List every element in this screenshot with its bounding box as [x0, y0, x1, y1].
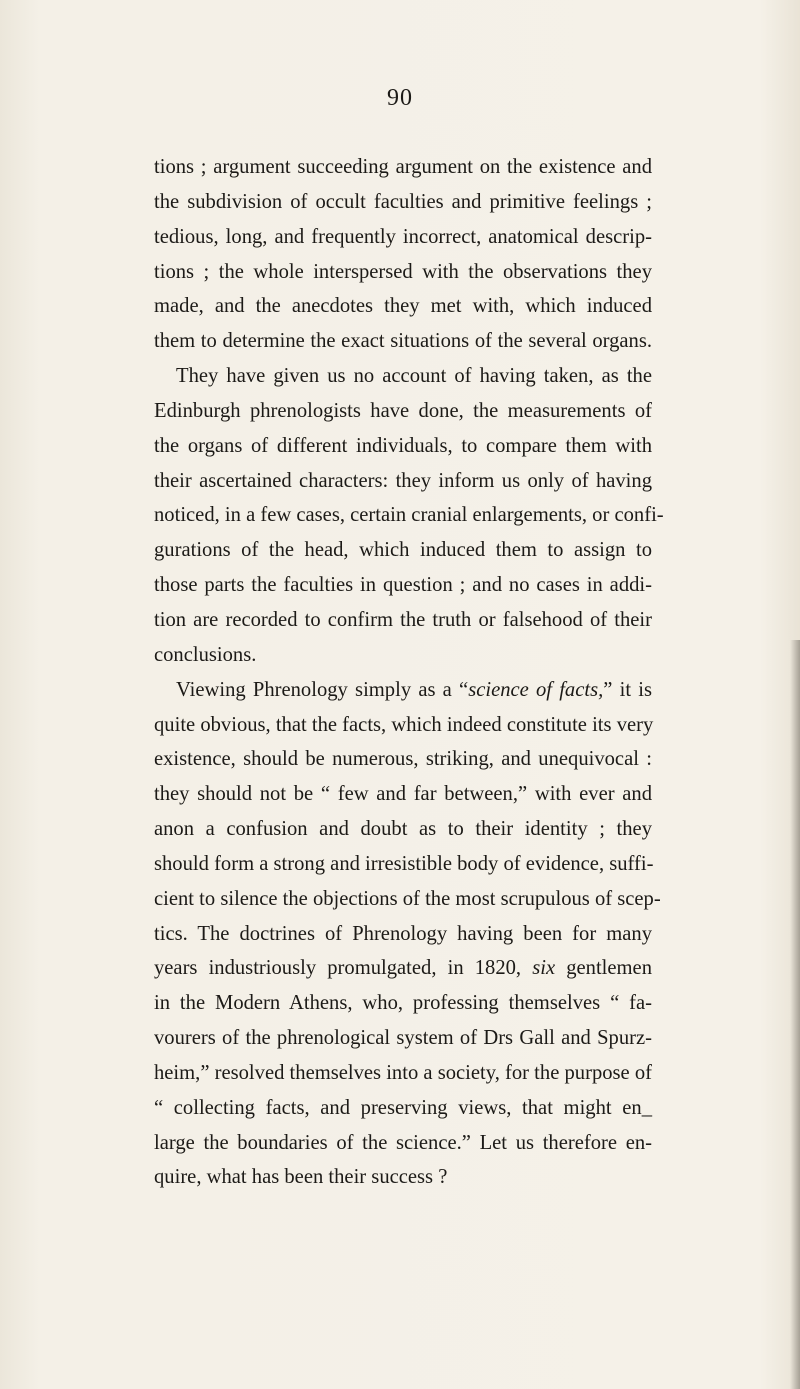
text-line: those parts the faculties in question ; and no cases in addi-: [154, 574, 652, 597]
text-line: tedious, long, and frequently incorrect, anatomical descrip-: [154, 225, 652, 248]
page-number: 90: [387, 85, 413, 111]
text-line: them to determine the exact situations of the several organs.: [154, 330, 652, 353]
text-line: quite obvious, that the facts, which indeed constitute its very: [154, 713, 654, 736]
text-run: gentlemen: [566, 957, 652, 980]
text-line: “ collecting facts, and preserving views, that might en_: [154, 1096, 652, 1119]
text-line: should form a strong and irresistible body of evidence, suffi-: [154, 852, 654, 875]
text-line: made, and the anecdotes they met with, which induced: [154, 295, 652, 318]
text-line: cient to silence the objections of the most scrupulous of scep-: [154, 887, 661, 910]
italic-text-run: six: [532, 957, 556, 980]
italic-text-run: science of facts,: [468, 678, 604, 701]
text-line: conclusions.: [154, 643, 257, 666]
text-line: tions ; the whole interspersed with the observations they: [154, 260, 652, 283]
text-line: vourers of the phrenological system of Drs Gall and Spurz-: [154, 1027, 652, 1050]
text-line: their ascertained characters: they inform us only of having: [154, 469, 652, 492]
text-line: They have given us no account of having taken, as the: [176, 365, 652, 388]
text-line: gurations of the head, which induced them to assign to: [154, 539, 652, 562]
text-line: tions ; argument succeeding argument on the existence and: [154, 156, 652, 178]
text-line: anon a confusion and doubt as to their identity ; they: [154, 818, 652, 841]
text-line: they should not be “ few and far between,” with ever and: [154, 783, 652, 806]
text-line: the subdivision of occult faculties and primitive feelings ;: [154, 190, 652, 213]
text-line: noticed, in a few cases, certain cranial enlargements, or confi-: [154, 504, 664, 527]
text-line: tics. The doctrines of Phrenology having been for many: [154, 922, 652, 945]
text-line: heim,” resolved themselves into a society, for the purpose of: [154, 1061, 652, 1084]
text-line: existence, should be numerous, striking, and unequivocal :: [154, 748, 652, 771]
body-text: [154, 150, 664, 1195]
text-line: [154, 673, 652, 708]
text-line: quire, what has been their success ?: [154, 1166, 448, 1189]
text-line: large the boundaries of the science.” Let us therefore en-: [154, 1131, 652, 1154]
text-line: in the Modern Athens, who, professing themselves “ fa-: [154, 992, 652, 1015]
text-line: the organs of different individuals, to compare them with: [154, 434, 652, 457]
text-line: Edinburgh phrenologists have done, the measurements of: [154, 399, 652, 422]
page-edge-shadow: [790, 640, 800, 1389]
text-run: Viewing Phrenology simply as a “: [176, 678, 469, 701]
text-line: [154, 951, 652, 986]
text-line: tion are recorded to confirm the truth or falsehood of their: [154, 608, 652, 631]
text-run: ” it is: [603, 678, 652, 701]
text-run: years industriously promulgated, in 1820,: [154, 957, 522, 980]
